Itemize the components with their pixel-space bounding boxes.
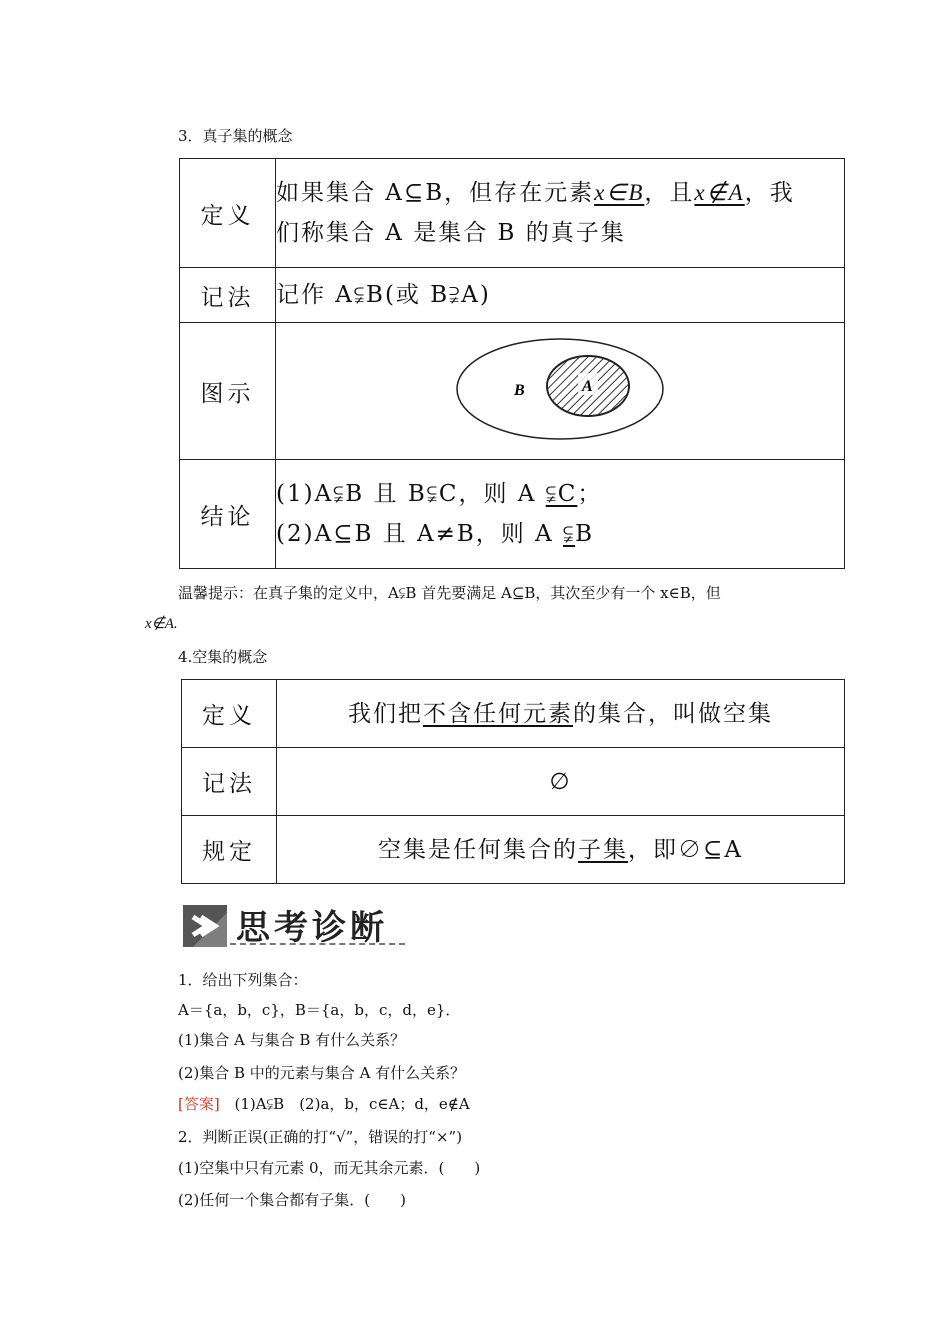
row-label: 结论 (180, 460, 276, 569)
rule-text: 空集是任何集合的子集，即∅⊆A (277, 816, 845, 884)
table-row (182, 748, 845, 816)
venn-diagram (450, 333, 670, 445)
answer-text: (1)A⫋B (2)a，b，c∈A；d，e∉A (234, 1095, 470, 1113)
row-label: 记法 (182, 748, 277, 816)
section4-heading: 4.空集的概念 (178, 648, 268, 666)
venn-label-a: A (582, 378, 593, 395)
answer-blank: 子集 (578, 836, 629, 863)
table-row (180, 159, 845, 268)
table-row (182, 816, 845, 884)
arrow-right-icon (183, 905, 227, 947)
proper-subset-table (179, 158, 845, 569)
answer-blank: ⫋C (545, 481, 578, 507)
question-2-part-2: (2)任何一个集合都有子集．( ) (178, 1191, 406, 1209)
question-1-part-1: (1)集合 A 与集合 B 有什么关系？ (178, 1031, 406, 1049)
notation-text: 记作 A⫋B(或 B⫌A) (276, 268, 845, 323)
answer-blank: x∈B (594, 180, 645, 205)
row-label: 记法 (180, 268, 276, 323)
row-label: 规定 (182, 816, 277, 884)
tip-line-2: x∉A. (145, 616, 178, 632)
banner-divider (230, 943, 405, 945)
answer-blank: 不含任何元素 (423, 700, 573, 727)
definition-text: 我们把不含任何元素的集合，叫做空集 (277, 680, 845, 748)
banner-icon-box (183, 905, 227, 947)
question-2: 2．判断正误(正确的打“√”，错误的打“×”) (178, 1128, 463, 1146)
table-row (180, 460, 845, 569)
row-label: 定义 (180, 159, 276, 268)
answer-tag: [答案] (178, 1095, 220, 1113)
question-2-part-1: (1)空集中只有元素 0，而无其余元素．( ) (178, 1159, 481, 1177)
table-row (180, 323, 845, 460)
answer-line (178, 1094, 470, 1114)
conclusion-text: (1)A⫋B 且 B⫋C，则 A ⫋C； (2)A⊆B 且 A≠B，则 A ⫋B (276, 460, 845, 569)
notation-text: ∅ (277, 748, 845, 816)
venn-diagram-cell (276, 323, 845, 460)
banner-title: 思考诊断 (236, 908, 388, 948)
row-label: 图示 (180, 323, 276, 460)
tip-line-1: 温馨提示：在真子集的定义中，A⫋B 首先要满足 A⊆B，其次至少有一个 x∈B，但 (178, 584, 721, 602)
answer-blank: x∉A (694, 180, 745, 205)
row-label: 定义 (182, 680, 277, 748)
definition-text: 如果集合 A⊆B，但存在元素x∈B，且x∉A，我 们称集合 A 是集合 B 的真子集 (276, 159, 845, 268)
venn-label-b: B (514, 382, 525, 399)
table-row (182, 680, 845, 748)
table-row (180, 268, 845, 323)
question-1: 1．给出下列集合： (178, 971, 308, 989)
section3-heading: 3．真子集的概念 (178, 127, 293, 145)
question-1-sets: A＝{a，b，c}，B＝{a，b，c，d，e}． (178, 1001, 461, 1019)
answer-blank: ⫋ (563, 521, 576, 547)
question-1-part-2: (2)集合 B 中的元素与集合 A 有什么关系？ (178, 1064, 466, 1082)
empty-set-table (181, 679, 845, 884)
